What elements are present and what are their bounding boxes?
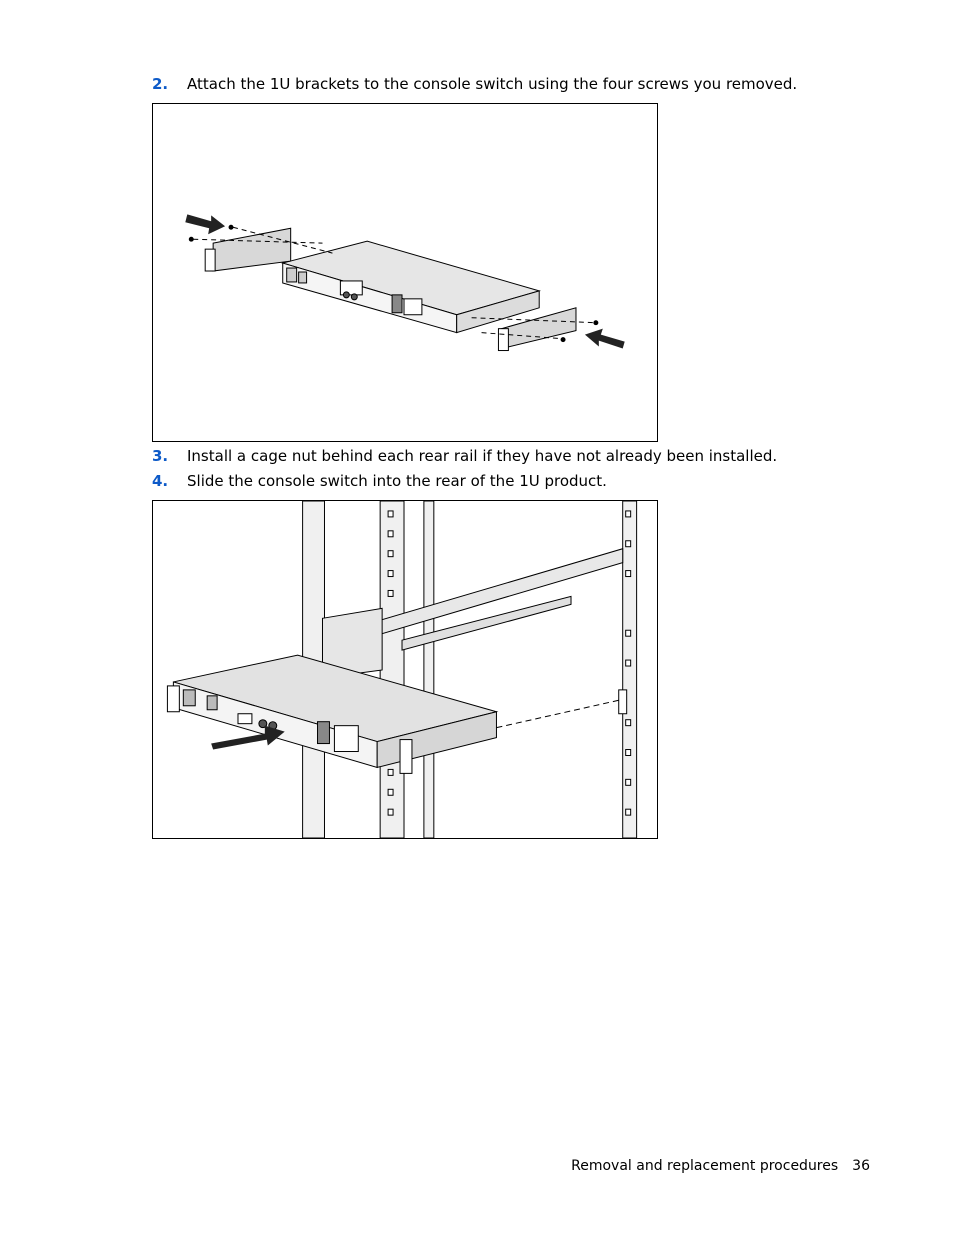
page-number: 36 bbox=[852, 1158, 870, 1174]
figure-rack-installation bbox=[152, 500, 658, 839]
step-number: 4. bbox=[152, 472, 169, 490]
step-number: 3. bbox=[152, 447, 169, 465]
footer-section-title: Removal and replacement procedures bbox=[571, 1158, 839, 1174]
rack-installation-illustration bbox=[153, 501, 657, 838]
step-number: 2. bbox=[152, 75, 169, 93]
bracket-attachment-illustration bbox=[153, 104, 657, 441]
page-footer bbox=[571, 1158, 870, 1174]
step-text: Slide the console switch into the rear of the 1U product. bbox=[187, 472, 607, 490]
step-text: Install a cage nut behind each rear rail if they have not already been installed. bbox=[187, 447, 778, 465]
figure-bracket-attachment bbox=[152, 103, 658, 442]
step-text: Attach the 1U brackets to the console switch using the four screws you removed. bbox=[187, 75, 798, 93]
